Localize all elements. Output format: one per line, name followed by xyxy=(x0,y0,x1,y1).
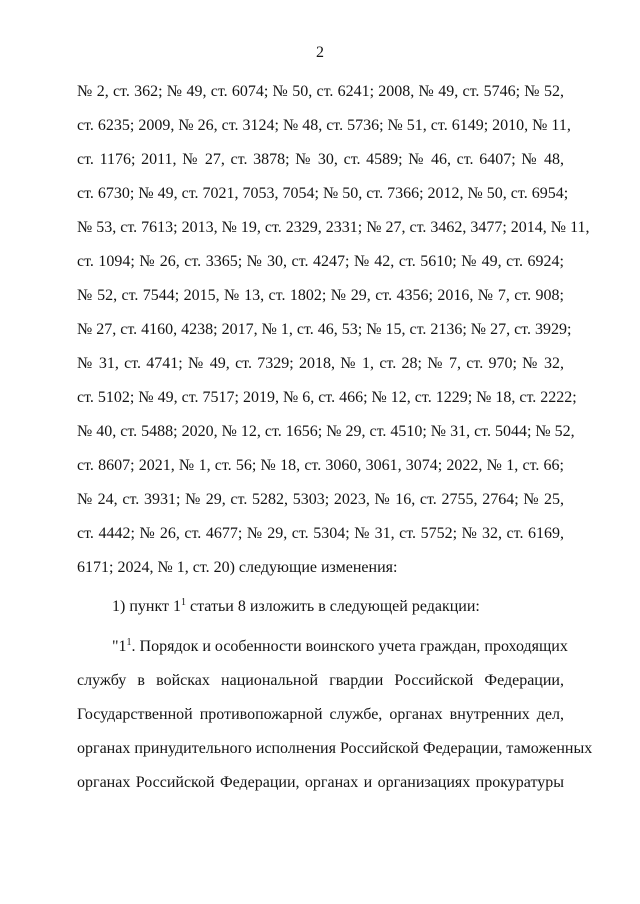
amendment-item-1 xyxy=(112,597,564,617)
text-line: ст. 6730; № 49, ст. 7021, 7053, 7054; № 50, ст. 7366; 2012, № 50, ст. 6954; xyxy=(77,185,569,202)
text-line: ст. 8607; 2021, № 1, ст. 56; № 18, ст. 3060, 3061, 3074; 2022, № 1, ст. 66; xyxy=(77,457,564,474)
text-line: ст. 1094; № 26, ст. 3365; № 30, ст. 4247; № 42, ст. 5610; № 49, ст. 6924; xyxy=(77,253,564,270)
text-line: № 53, ст. 7613; 2013, № 19, ст. 2329, 2331; № 27, ст. 3462, 3477; 2014, № 11, xyxy=(77,219,590,236)
item-text-start: 1) пункт 1 xyxy=(112,598,182,615)
text-line: 6171; 2024, № 1, ст. 20) следующие изменения: xyxy=(77,559,398,576)
text-line: № 27, ст. 4160, 4238; 2017, № 1, ст. 46, 53; № 15, ст. 2136; № 27, ст. 3929; xyxy=(77,321,572,338)
item-text-end: статьи 8 изложить в следующей редакции: xyxy=(186,598,480,615)
text-line: № 40, ст. 5488; 2020, № 12, ст. 1656; № 29, ст. 4510; № 31, ст. 5044; № 52, xyxy=(77,423,575,440)
text-line: № 24, ст. 3931; № 29, ст. 5282, 5303; 2023, № 16, ст. 2755, 2764; № 25, xyxy=(77,491,564,508)
text-line: ст. 5102; № 49, ст. 7517; 2019, № 6, ст. 466; № 12, ст. 1229; № 18, ст. 2222; xyxy=(77,389,577,406)
quoted-text-line: Государственной противопожарной службе, органах внутренних дел, xyxy=(77,706,564,723)
quoted-text-line: службу в войсках национальной гвардии Российской Федерации, xyxy=(77,672,564,689)
text-line: ст. 1176; 2011, № 27, ст. 3878; № 30, ст. 4589; № 46, ст. 6407; № 48, xyxy=(77,151,564,168)
quote-superscript: 1 xyxy=(126,637,132,648)
text-line: № 2, ст. 362; № 49, ст. 6074; № 50, ст. 6241; 2008, № 49, ст. 5746; № 52, xyxy=(77,83,564,100)
quoted-text-line: органах Российской Федерации, органах и организациях прокуратуры xyxy=(77,774,564,791)
item-superscript: 1 xyxy=(181,597,187,608)
text-line: № 52, ст. 7544; 2015, № 13, ст. 1802; № 29, ст. 4356; 2016, № 7, ст. 908; xyxy=(77,287,564,304)
text-line: ст. 4442; № 26, ст. 4677; № 29, ст. 5304; № 31, ст. 5752; № 32, ст. 6169, xyxy=(77,525,564,542)
quote-text-end: . Порядок и особенности воинского учета граждан, проходящих xyxy=(131,638,568,655)
quoted-paragraph-first-line xyxy=(112,637,568,657)
quoted-text-line: органах принудительного исполнения Российской Федерации, таможенных xyxy=(77,740,593,757)
text-line: № 31, ст. 4741; № 49, ст. 7329; 2018, № 1, ст. 28; № 7, ст. 970; № 32, xyxy=(77,355,564,372)
quote-text-start: "1 xyxy=(112,638,127,655)
text-line: ст. 6235; 2009, № 26, ст. 3124; № 48, ст. 5736; № 51, ст. 6149; 2010, № 11, xyxy=(77,117,571,134)
page-number: 2 xyxy=(316,44,324,61)
